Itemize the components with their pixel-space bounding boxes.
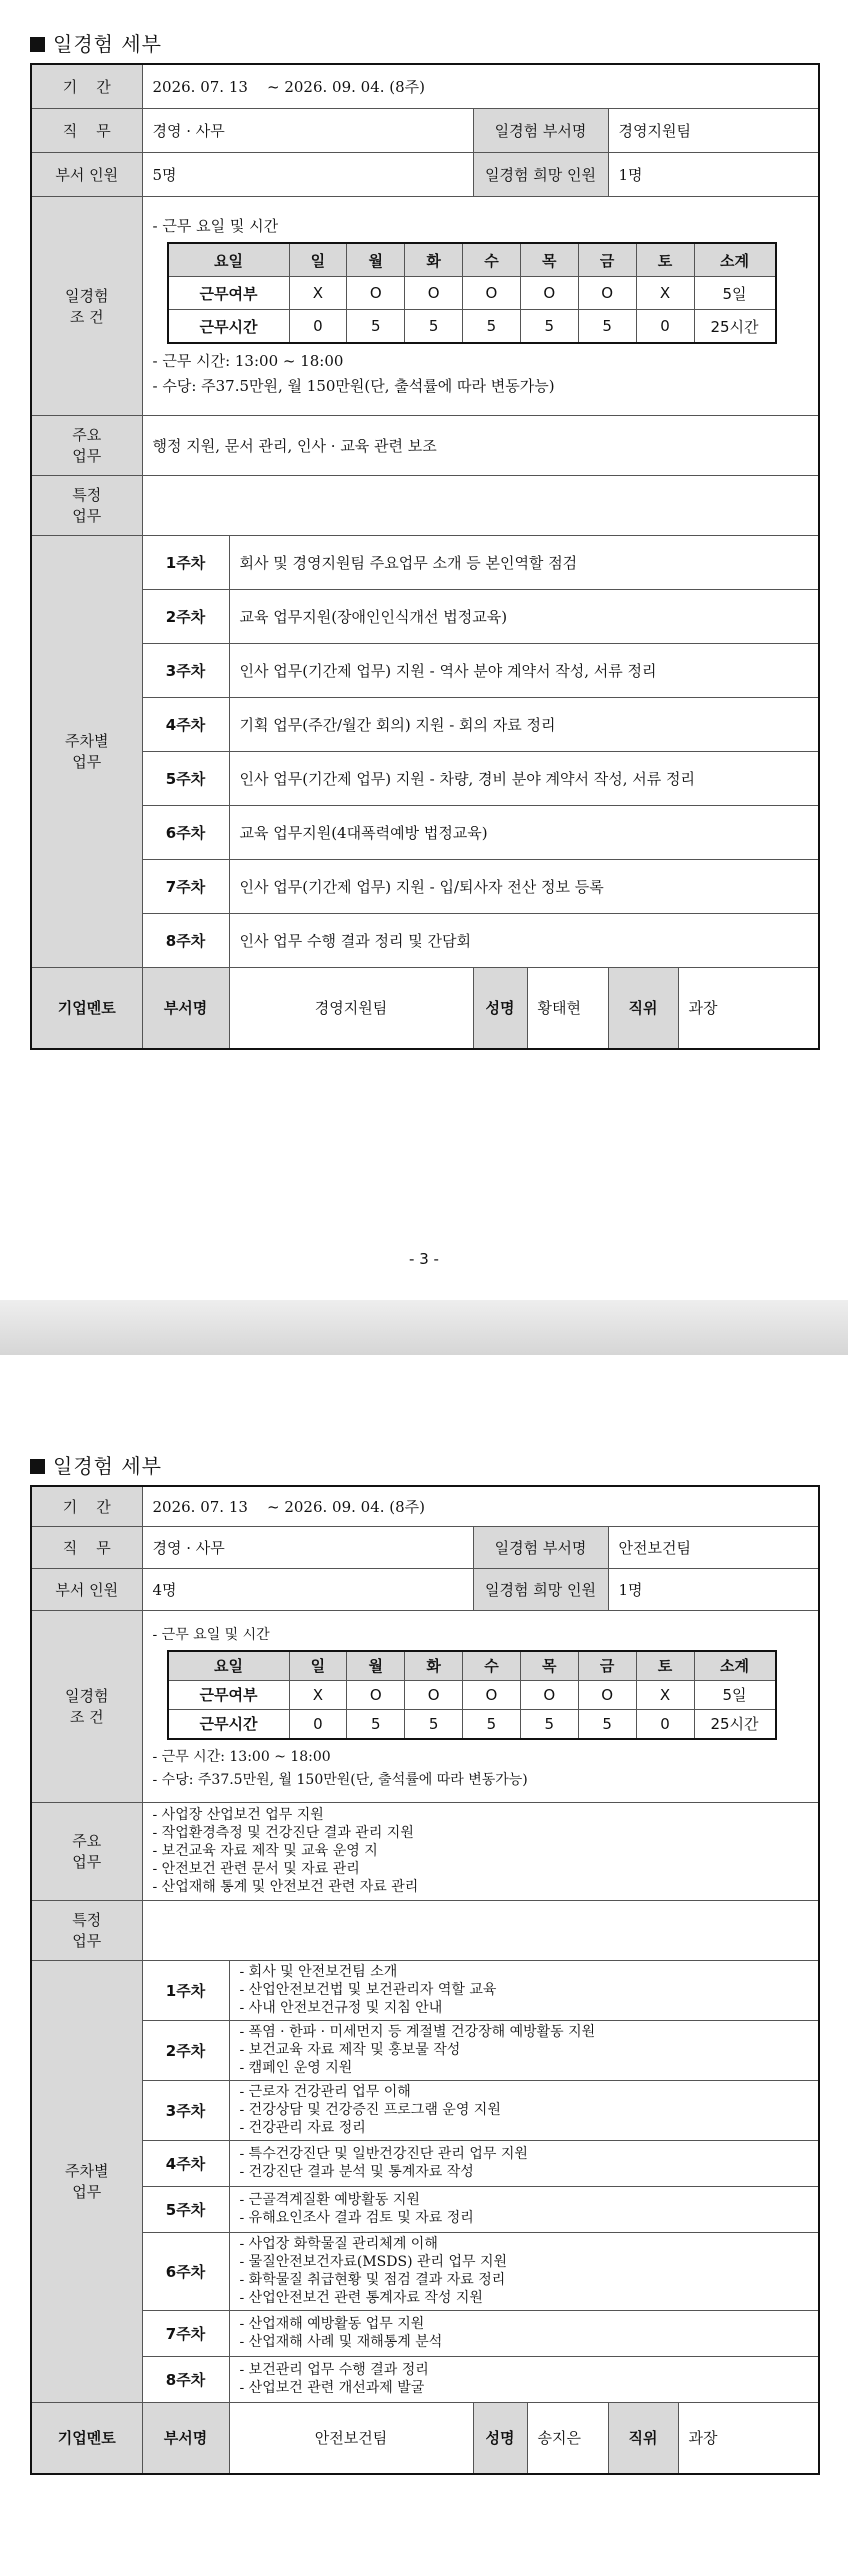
schedule-cell: 소계 — [694, 1651, 776, 1681]
week-task — [229, 1960, 819, 2020]
week-task-item: - 산업보건 관련 개선과제 발굴 — [239, 2379, 425, 2396]
week-label: 4주차 — [142, 697, 229, 751]
schedule-cell: O — [463, 277, 521, 310]
schedule-cell: X — [289, 277, 347, 310]
period-value: 2026. 07. 13 ~ 2026. 09. 04. (8주) — [142, 64, 819, 108]
schedule-cell: 0 — [636, 310, 694, 344]
schedule-header-row — [168, 243, 776, 277]
week-task: 회사 및 경영지원팀 주요업무 소개 등 본인역할 점검 — [229, 535, 819, 589]
week-label: 7주차 — [142, 2310, 229, 2356]
period-label: 기 간 — [31, 1486, 142, 1526]
mentor-label: 기업멘토 — [31, 2402, 142, 2474]
square-bullet-icon — [30, 37, 45, 52]
period-value: 2026. 07. 13 ~ 2026. 09. 04. (8주) — [142, 1486, 819, 1526]
week-label: 1주차 — [142, 1960, 229, 2020]
week-label: 3주차 — [142, 2080, 229, 2140]
schedule-cell: 토 — [636, 243, 694, 277]
schedule-cell: 수 — [463, 243, 521, 277]
week-task-item: - 건강관리 자료 정리 — [239, 2119, 366, 2136]
week-label: 4주차 — [142, 2140, 229, 2186]
week-label: 1주차 — [142, 535, 229, 589]
condition-cell — [142, 196, 819, 415]
schedule-cell: O — [578, 1680, 636, 1709]
schedule-cell: 근무여부 — [168, 1680, 290, 1709]
schedule-cell: X — [289, 1680, 347, 1709]
schedule-cell: 근무시간 — [168, 1709, 290, 1739]
schedule-cell: 5 — [347, 1709, 405, 1739]
schedule-table — [167, 1650, 777, 1740]
mentor-pos-label: 직위 — [608, 967, 678, 1049]
experience-detail-table — [30, 63, 820, 1050]
week-task-item: - 산업안전보건 관련 통계자료 작성 지원 — [239, 2289, 483, 2306]
condition-time: - 근무 시간: 13:00 ~ 18:00 — [152, 352, 344, 370]
schedule-cell: 근무여부 — [168, 277, 290, 310]
schedule-cell: X — [636, 277, 694, 310]
mentor-label: 기업멘토 — [31, 967, 142, 1049]
weekly-label: 주차별 업무 — [31, 535, 142, 967]
schedule-header-row — [168, 1651, 776, 1681]
week-task-item: - 특수건강진단 및 일반건강진단 관리 업무 지원 — [239, 2145, 528, 2162]
schedule-row-attendance — [168, 277, 776, 310]
schedule-cell: 5 — [520, 310, 578, 344]
job-label: 직 무 — [31, 108, 142, 152]
schedule-cell: 5 — [405, 1709, 463, 1739]
special-duty-value — [142, 1900, 819, 1960]
schedule-cell: O — [578, 277, 636, 310]
schedule-cell: 5 — [578, 310, 636, 344]
week-task-item: - 물질안전보건자료(MSDS) 관리 업무 지원 — [239, 2253, 508, 2270]
week-task-item: - 유해요인조사 결과 검토 및 자료 정리 — [239, 2209, 474, 2226]
schedule-cell: 5 — [405, 310, 463, 344]
mentor-dept-value: 경영지원팀 — [229, 967, 473, 1049]
condition-cell — [142, 1610, 819, 1802]
mentor-name-label: 성명 — [473, 2402, 527, 2474]
schedule-cell: 5 — [578, 1709, 636, 1739]
page-gap — [0, 1300, 848, 1355]
schedule-row-hours — [168, 310, 776, 344]
square-bullet-icon — [30, 1459, 45, 1474]
schedule-cell: 5 — [347, 310, 405, 344]
condition-intro: - 근무 요일 및 시간 — [152, 1626, 270, 1643]
hope-value: 1명 — [608, 1568, 819, 1610]
condition-pay: - 수당: 주37.5만원, 월 150만원(단, 출석률에 따라 변동가능) — [152, 377, 555, 395]
schedule-cell: X — [636, 1680, 694, 1709]
main-duty-item: - 작업환경측정 및 건강진단 결과 관리 지원 — [152, 1824, 414, 1841]
schedule-cell: 화 — [405, 1651, 463, 1681]
main-duty-label: 주요 업무 — [31, 1802, 142, 1900]
mentor-pos-label: 직위 — [608, 2402, 678, 2474]
job-value: 경영 · 사무 — [142, 1526, 473, 1568]
condition-time: - 근무 시간: 13:00 ~ 18:00 — [152, 1748, 331, 1765]
schedule-cell: 0 — [289, 1709, 347, 1739]
week-task: 기획 업무(주간/월간 회의) 지원 - 회의 자료 정리 — [229, 697, 819, 751]
schedule-row-attendance — [168, 1680, 776, 1709]
week-task: 인사 업무(기간제 업무) 지원 - 역사 분야 계약서 작성, 서류 정리 — [229, 643, 819, 697]
mentor-pos-value: 과장 — [678, 2402, 819, 2474]
hope-label: 일경험 희망 인원 — [473, 1568, 608, 1610]
schedule-cell: O — [520, 277, 578, 310]
schedule-cell: O — [520, 1680, 578, 1709]
staff-value: 4명 — [142, 1568, 473, 1610]
week-task-item: - 산업재해 사례 및 재해통계 분석 — [239, 2333, 443, 2350]
schedule-cell: O — [347, 1680, 405, 1709]
week-task — [229, 2080, 819, 2140]
week-task — [229, 2310, 819, 2356]
condition-label: 일경험 조 건 — [31, 1610, 142, 1802]
week-task — [229, 2140, 819, 2186]
dept-label: 일경험 부서명 — [473, 108, 608, 152]
schedule-cell: 일 — [289, 1651, 347, 1681]
mentor-name-label: 성명 — [473, 967, 527, 1049]
week-label: 5주차 — [142, 2186, 229, 2232]
week-task: 인사 업무(기간제 업무) 지원 - 차량, 경비 분야 계약서 작성, 서류 정리 — [229, 751, 819, 805]
main-duty-item: - 안전보건 관련 문서 및 자료 관리 — [152, 1860, 360, 1877]
week-label: 5주차 — [142, 751, 229, 805]
week-task-item: - 회사 및 안전보건팀 소개 — [239, 1963, 398, 1980]
schedule-cell: 근무시간 — [168, 310, 290, 344]
schedule-cell: 일 — [289, 243, 347, 277]
schedule-cell: 5일 — [694, 1680, 776, 1709]
week-task-item: - 산업재해 예방활동 업무 지원 — [239, 2315, 425, 2332]
experience-detail-table — [30, 1485, 820, 2475]
schedule-cell: 화 — [405, 243, 463, 277]
week-label: 6주차 — [142, 2232, 229, 2310]
document-page-4 — [0, 1355, 848, 2556]
week-task: 인사 업무 수행 결과 정리 및 간담회 — [229, 913, 819, 967]
schedule-cell: 월 — [347, 1651, 405, 1681]
schedule-cell: 25시간 — [694, 1709, 776, 1739]
schedule-cell: 5 — [520, 1709, 578, 1739]
schedule-cell: 25시간 — [694, 310, 776, 344]
schedule-cell: 5 — [463, 1709, 521, 1739]
condition-pay: - 수당: 주37.5만원, 월 150만원(단, 출석률에 따라 변동가능) — [152, 1771, 528, 1788]
week-task-item: - 보건관리 업무 수행 결과 정리 — [239, 2361, 429, 2378]
staff-label: 부서 인원 — [31, 152, 142, 196]
week-label: 7주차 — [142, 859, 229, 913]
week-label: 2주차 — [142, 589, 229, 643]
week-task-item: - 캠페인 운영 지원 — [239, 2059, 353, 2076]
dept-value: 안전보건팀 — [608, 1526, 819, 1568]
condition-intro: - 근무 요일 및 시간 — [152, 217, 279, 235]
week-task-item: - 건강진단 결과 분석 및 통계자료 작성 — [239, 2163, 474, 2180]
job-value: 경영 · 사무 — [142, 108, 473, 152]
hope-value: 1명 — [608, 152, 819, 196]
schedule-cell: 5 — [463, 310, 521, 344]
mentor-dept-value: 안전보건팀 — [229, 2402, 473, 2474]
week-task-item: - 보건교육 자료 제작 및 홍보물 작성 — [239, 2041, 461, 2058]
week-task-item: - 산업안전보건법 및 보건관리자 역할 교육 — [239, 1981, 497, 1998]
mentor-pos-value: 과장 — [678, 967, 819, 1049]
section-title: 일경험 세부 — [30, 1450, 162, 1479]
week-task-item: - 건강상담 및 건강증진 프로그램 운영 지원 — [239, 2101, 501, 2118]
schedule-cell: 토 — [636, 1651, 694, 1681]
week-task — [229, 2232, 819, 2310]
week-label: 8주차 — [142, 913, 229, 967]
mentor-dept-label: 부서명 — [142, 967, 229, 1049]
page-number: - 3 - — [409, 1250, 439, 1268]
weekly-label: 주차별 업무 — [31, 1960, 142, 2402]
week-task: 교육 업무지원(4대폭력예방 법정교육) — [229, 805, 819, 859]
week-task-item: - 폭염 · 한파 · 미세먼지 등 계절별 건강장해 예방활동 지원 — [239, 2023, 596, 2040]
week-task-item: - 근로자 건강관리 업무 이해 — [239, 2083, 411, 2100]
week-task: 교육 업무지원(장애인인식개선 법정교육) — [229, 589, 819, 643]
schedule-cell: 금 — [578, 1651, 636, 1681]
special-duty-label: 특정 업무 — [31, 1900, 142, 1960]
period-label: 기 간 — [31, 64, 142, 108]
week-task — [229, 2356, 819, 2402]
week-task-item: - 근골격계질환 예방활동 지원 — [239, 2191, 420, 2208]
schedule-cell: O — [405, 277, 463, 310]
week-task-item: - 사내 안전보건규정 및 지침 안내 — [239, 1999, 443, 2016]
schedule-cell: 요일 — [168, 243, 290, 277]
mentor-name-value: 송지은 — [527, 2402, 608, 2474]
schedule-row-hours — [168, 1709, 776, 1739]
dept-value: 경영지원팀 — [608, 108, 819, 152]
week-task — [229, 2020, 819, 2080]
job-label: 직 무 — [31, 1526, 142, 1568]
schedule-cell: 수 — [463, 1651, 521, 1681]
week-task-item: - 사업장 화학물질 관리체계 이해 — [239, 2235, 438, 2252]
week-task — [229, 2186, 819, 2232]
section-title: 일경험 세부 — [30, 28, 162, 57]
main-duty-label: 주요 업무 — [31, 415, 142, 475]
staff-label: 부서 인원 — [31, 1568, 142, 1610]
week-label: 2주차 — [142, 2020, 229, 2080]
special-duty-label: 특정 업무 — [31, 475, 142, 535]
special-duty-value — [142, 475, 819, 535]
week-label: 8주차 — [142, 2356, 229, 2402]
week-label: 3주차 — [142, 643, 229, 697]
schedule-cell: 목 — [520, 243, 578, 277]
condition-label: 일경험 조 건 — [31, 196, 142, 415]
schedule-cell: 월 — [347, 243, 405, 277]
week-task-item: - 화학물질 취급현황 및 점검 결과 자료 정리 — [239, 2271, 506, 2288]
schedule-cell: 금 — [578, 243, 636, 277]
schedule-cell: 소계 — [694, 243, 776, 277]
week-label: 6주차 — [142, 805, 229, 859]
hope-label: 일경험 희망 인원 — [473, 152, 608, 196]
main-duty-item: - 사업장 산업보건 업무 지원 — [152, 1806, 324, 1823]
schedule-cell: O — [405, 1680, 463, 1709]
dept-label: 일경험 부서명 — [473, 1526, 608, 1568]
schedule-cell: 요일 — [168, 1651, 290, 1681]
schedule-table — [167, 242, 777, 344]
staff-value: 5명 — [142, 152, 473, 196]
main-duty-item: - 보건교육 자료 제작 및 교육 운영 지 — [152, 1842, 378, 1859]
schedule-cell: O — [347, 277, 405, 310]
week-task: 인사 업무(기간제 업무) 지원 - 입/퇴사자 전산 정보 등록 — [229, 859, 819, 913]
schedule-cell: 5일 — [694, 277, 776, 310]
schedule-cell: O — [463, 1680, 521, 1709]
main-duty-value: 행정 지원, 문서 관리, 인사 · 교육 관련 보조 — [142, 415, 819, 475]
schedule-cell: 0 — [636, 1709, 694, 1739]
mentor-name-value: 황태현 — [527, 967, 608, 1049]
schedule-cell: 목 — [520, 1651, 578, 1681]
main-duty-value — [142, 1802, 819, 1900]
main-duty-item: - 산업재해 통계 및 안전보건 관련 자료 관리 — [152, 1878, 419, 1895]
mentor-dept-label: 부서명 — [142, 2402, 229, 2474]
schedule-cell: 0 — [289, 310, 347, 344]
